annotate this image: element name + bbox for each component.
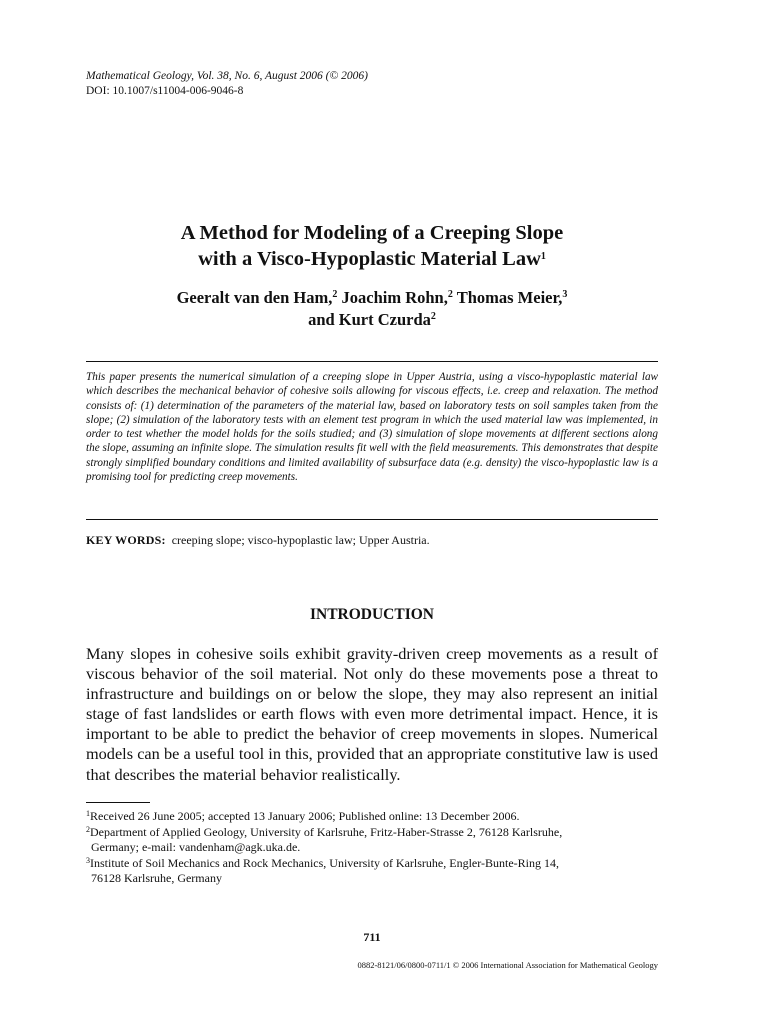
section-heading: INTRODUCTION [309, 606, 434, 623]
abstract: This paper presents the numerical simulation of a creeping slope in Upper Austria, using a visco-hypoplastic material law which describes the mechanical behavior of cohesive soils allowing for viscous effects, i.e. creep and relaxation. The method consists of: (1) determination of the parameters of the material law, based on laboratory tests on soil samples taken from the slope; (2) simulation of the laboratory tests with an element test program in which the used material law was implemented, in order to test whether the model holds for the soils studied; and (3) simulation of slope movements at different sections along the slope, assuming an infinite slope. The simulation results fit well with the field measurements. This demonstrates that despite strongly simplified boundary conditions and limited availability of subsurface data (e.g. density) the visco-hypoplastic law is a promising tool for predicting creep movements. [86, 371, 658, 484]
footnote-3-mark: 3 [86, 855, 90, 865]
abstract-bottom-rule [86, 519, 658, 520]
author-3-mark: 3 [562, 289, 568, 300]
footnote-3-text: Institute of Soil Mechanics and Rock Mechanics, University of Karlsruhe, Engler-Bunte-Ring 14, [90, 855, 559, 870]
title-line-2 [86, 246, 658, 272]
footnote-1-text: Received 26 June 2005; accepted 13 January 2006; Published online: 13 December 2006. [90, 809, 520, 823]
doi: DOI: 10.1007/s11004-006-9046-8 [86, 85, 244, 97]
title-line-2-text: with a Visco-Hypoplastic Material Law [198, 248, 541, 270]
author-line-1 [86, 287, 658, 309]
footnote-1-mark: 1 [86, 809, 90, 818]
title-footnote-mark: 1 [540, 251, 546, 262]
author-list [86, 287, 658, 331]
author-4: and Kurt Czurda [308, 310, 431, 329]
keywords-label: KEY WORDS: [86, 533, 166, 547]
footnote-rule [86, 802, 150, 803]
author-3: Thomas Meier, [456, 288, 563, 307]
footnote-2-cont: Germany; e-mail: vandenham@agk.uka.de. [91, 840, 301, 854]
keywords [86, 533, 430, 548]
keywords-text: creeping slope; visco-hypoplastic law; Upper Austria. [171, 533, 430, 547]
author-line-2 [86, 309, 658, 331]
journal-citation: Mathematical Geology, Vol. 38, No. 6, August 2006 (© 2006) [86, 70, 368, 82]
copyright-line: 0882-8121/06/0800-0711/1 © 2006 International Association for Mathematical Geology [357, 960, 658, 970]
author-4-mark: 2 [430, 311, 436, 322]
footnote-1 [86, 809, 658, 825]
footnote-3-cont: 76128 Karlsruhe, Germany [91, 871, 222, 885]
paper-title [86, 220, 658, 272]
footnote-2-mark: 2 [86, 824, 90, 834]
footnotes [86, 809, 658, 887]
author-1: Geeralt van den Ham, [176, 288, 333, 307]
author-2-mark: 2 [447, 289, 453, 300]
footnote-3 [86, 856, 658, 887]
abstract-top-rule [86, 361, 658, 362]
intro-paragraph: Many slopes in cohesive soils exhibit gravity-driven creep movements as a result of viscous behavior of the soil material. Not only do these movements pose a threat to infrastructure and buildings on or below the slope, they may also represent an initial stage of fast landslides or earth flows with even more detrimental impact. Hence, it is important to be able to predict the behavior of creep movements in slopes. Numerical models can be a useful tool in this, provided that an appropriate constitutive law is used that describes the material behavior realistically. [86, 644, 658, 784]
title-line-1: A Method for Modeling of a Creeping Slope [180, 222, 564, 244]
footnote-2-text: Department of Applied Geology, University of Karlsruhe, Fritz-Haber-Strasse 2, 76128 Karlsruhe, [90, 824, 563, 839]
author-1-mark: 2 [332, 289, 338, 300]
author-2: Joachim Rohn, [341, 288, 448, 307]
footnote-2 [86, 825, 658, 856]
page-number: 711 [363, 930, 381, 944]
